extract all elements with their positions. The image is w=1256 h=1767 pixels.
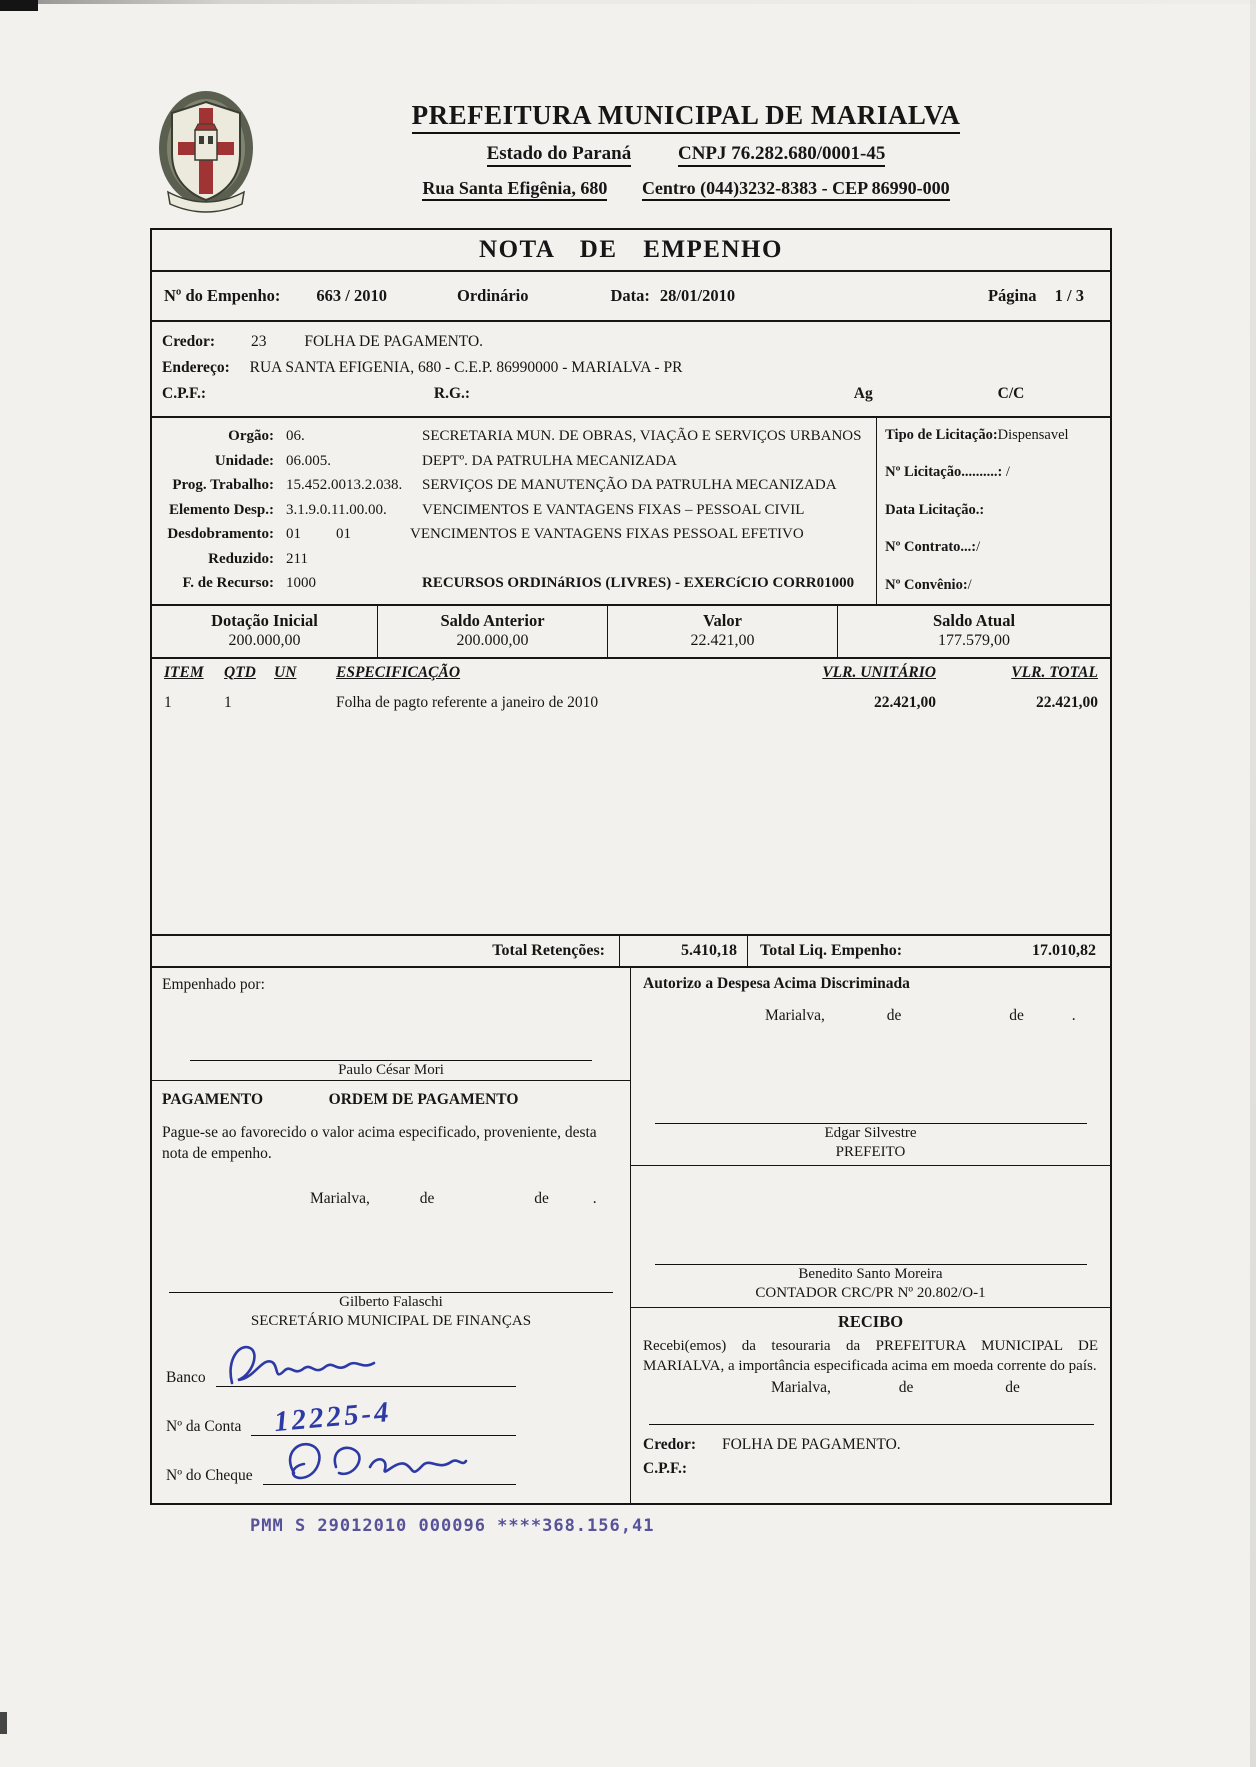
licitacao-panel [876,418,1146,604]
elemento-label: Elemento Desp.: [169,501,274,518]
saldo-anterior-col [377,606,607,657]
address-label: Endereço: [162,359,230,376]
orgao-code: 06. [286,428,305,444]
item-number: 1 [164,693,172,711]
pagamento-title: PAGAMENTO [162,1090,264,1108]
prefeito-role: PREFEITO [835,1143,906,1160]
city-hall-title: PREFEITURA MUNICIPAL DE MARIALVA [412,100,961,134]
creditor-line [162,329,1100,355]
reduzido-code: 211 [286,550,308,567]
empenhado-por-label: Empenhado por: [162,975,265,993]
licitacao-data-label: Data Licitação.: [885,501,985,518]
liquido-label: Total Liq. Empenho: [760,941,903,959]
dot-matrix-validation-print: PMM S 29012010 000096 ****368.156,41 [250,1515,655,1536]
elemento-row [154,498,876,523]
ordem-pagamento-title: ORDEM DE PAGAMENTO [328,1090,519,1108]
fonte-recurso-row [154,571,876,596]
empenho-number-value: 663 / 2010 [316,286,387,305]
recibo-credor-line [643,1433,1098,1457]
banco-field [166,1361,516,1387]
orgao-desc: SECRETARIA MUN. DE OBRAS, VIAÇÃO E SERVIÇOS URBANOS [422,428,862,444]
nota-de-empenho-document [150,88,1112,1536]
page-value: 1 / 3 [1054,286,1084,305]
coat-of-arms-icon [156,88,256,214]
col-un-header: UN [274,663,297,681]
licitacao-num-line [885,464,1138,481]
de-fill: de [1009,1006,1024,1024]
scan-bottom-artifact [0,1712,7,1734]
prog-desc: SERVIÇOS DE MANUTENÇÃO DA PATRULHA MECANIZADA [422,477,837,493]
desdobramento-code2: 01 [336,526,351,542]
contador-name: Benedito Santo Moreira [798,1265,943,1282]
page-indicator [988,286,1084,306]
account-label: C/C [997,385,1025,402]
item-total: 22.421,00 [1036,693,1098,711]
creditor-label: Credor: [162,333,216,350]
de-fill: de [1005,1378,1020,1396]
empenho-date-value: 28/01/2010 [659,286,736,305]
orgao-label: Orgão: [228,428,274,444]
banco-label: Banco [166,1368,206,1386]
de-fill: de [898,1378,914,1396]
contrato-value: / [976,539,981,556]
agency-label: Ag [853,385,873,402]
empenho-number-label: Nº do Empenho: [164,286,281,305]
col-espec-header: ESPECIFICAÇÃO [336,663,461,681]
convenio-line [885,577,1138,594]
document-title: NOTA DE EMPENHO [152,230,1110,272]
contrato-line [885,539,1138,556]
col-qtd-header: QTD [224,663,256,681]
recurso-desc: RECURSOS ORDINáRIOS (LIVRES) - EXERCíCIO CORR [422,575,817,591]
valor-value: 22.421,00 [690,631,755,649]
contador-role: CONTADOR CRC/PR Nº 20.802/O-1 [755,1284,986,1301]
liquido-cell [748,942,1110,960]
recurso-label: F. de Recurso: [182,575,274,591]
pagamento-block [152,1081,630,1503]
secretario-signature [162,1292,620,1331]
dotacao-inicial-label: Dotação Inicial [211,610,318,630]
recibo-cpf-line [643,1457,1098,1481]
prog-trabalho-row [154,473,876,498]
item-unit [274,694,332,712]
orgao-row [154,424,876,449]
page-label: Página [987,286,1037,305]
reduzido-row [154,547,876,572]
autorizo-block [631,968,1110,1166]
empenhado-signer-name: Paulo César Mori [338,1061,444,1078]
empenhado-por-block [152,968,630,1081]
dot-fill: . [1071,1006,1076,1024]
document-header [150,88,1112,228]
city-fill: Marialva, [771,1378,831,1396]
balances-band [152,606,1110,659]
convenio-label: Nº Convênio: [885,576,968,593]
licitacao-num-value: / [1002,464,1010,481]
convenio-value: / [967,576,972,593]
elemento-code: 3.1.9.0.11.00.00. [286,501,387,518]
conta-handwritten-value: 12225-4 [272,1395,393,1438]
saldo-anterior-value: 200.000,00 [456,631,529,649]
recibo-title: RECIBO [837,1311,904,1331]
creditor-address: RUA SANTA EFIGENIA, 680 - C.E.P. 86990000 - MARIALVA - PR [249,359,683,376]
retencoes-value: 5.410,18 [620,936,748,966]
street-address: Rua Santa Efigênia, 680 [422,178,607,201]
district-phone-cep: Centro (044)3232-8383 - CEP 86990-000 [642,178,950,201]
empenho-type: Ordinário [456,286,529,305]
budget-classification-block [152,418,1110,606]
prefeito-signature [643,1123,1098,1165]
creditor-ids-line [162,381,1100,407]
creditor-name: FOLHA DE PAGAMENTO. [304,333,484,350]
city-fill: Marialva, [765,1006,825,1024]
retencoes-label: Total Retenções: [152,936,620,966]
pagamento-date-fill [162,1190,620,1208]
contador-block [631,1166,1110,1308]
dot-fill: . [592,1189,597,1207]
pagamento-header [162,1091,620,1109]
de-fill: de [419,1189,435,1207]
recibo-credor-lines [643,1433,1098,1481]
contrato-label: Nº Contrato...: [885,539,977,556]
city-fill: Marialva, [310,1189,370,1207]
autorizo-title: Autorizo a Despesa Acima Discriminada [643,974,910,992]
scan-corner-artifact [0,0,38,11]
left-signature-column [152,968,631,1503]
cheque-field [166,1459,516,1485]
licitacao-tipo-label: Tipo de Licitação: [885,427,998,443]
secretario-role: SECRETÁRIO MUNICIPAL DE FINANÇAS [250,1312,532,1329]
item-description: Folha de pagto referente a janeiro de 2010 [336,693,599,711]
prog-code: 15.452.0013.2.038. [286,477,403,493]
col-vlr-total-header: VLR. TOTAL [1011,663,1098,681]
col-item-header: ITEM [164,663,204,681]
items-header-row [164,664,1098,682]
recurso-extra-code: 01000 [816,575,855,591]
scan-right-edge [1250,0,1256,1767]
reduzido-label: Reduzido: [208,550,274,567]
saldo-anterior-label: Saldo Anterior [440,610,545,630]
saldo-atual-label: Saldo Atual [932,610,1016,630]
unidade-desc: DEPTº. DA PATRULHA MECANIZADA [422,452,677,469]
conta-field [166,1395,516,1438]
recibo-credor-value: FOLHA DE PAGAMENTO. [721,1435,901,1453]
de-fill: de [534,1189,549,1207]
desdobramento-label: Desdobramento: [167,526,274,542]
valor-col [607,606,837,657]
state-cnpj-line [260,143,1112,165]
recibo-signature-line [649,1424,1094,1425]
desdobramento-row [154,522,876,547]
item-unit-price: 22.421,00 [874,693,936,711]
liquido-value: 17.010,82 [1032,941,1096,959]
recurso-code: 1000 [286,575,316,591]
autorizo-date-fill [643,1007,1098,1025]
classification-rows [152,418,876,604]
creditor-code: 23 [250,333,267,350]
recibo-cpf-label: C.P.F.: [643,1459,688,1477]
right-signature-column [631,968,1110,1503]
desdobramento-desc: VENCIMENTOS E VANTAGENS FIXAS PESSOAL EFETIVO [410,526,804,542]
unidade-label: Unidade: [214,452,274,469]
dotacao-inicial-col [152,606,377,657]
de-fill: de [886,1006,902,1024]
dotacao-inicial-value: 200.000,00 [228,631,301,649]
licitacao-num-label: Nº Licitação..........: [885,464,1003,481]
signatures-section [152,968,1110,1503]
address-line [260,178,1112,199]
prog-label: Prog. Trabalho: [172,477,274,493]
empenho-date-label: Data: [610,286,650,305]
totals-row [152,934,1110,968]
cpf-label: C.P.F.: [162,385,207,402]
header-text [260,88,1112,199]
valor-label: Valor [703,610,742,630]
recibo-date-fill [643,1379,1098,1397]
banco-handwriting-scribble [224,1339,384,1391]
state-label: Estado do Paraná [487,143,632,167]
unidade-code: 06.005. [286,452,331,469]
empenho-info-row [152,272,1110,322]
licitacao-tipo-line [885,427,1138,444]
item-qty: 1 [224,693,232,711]
recibo-block [631,1308,1110,1503]
recibo-text: Recebi(emos) da tesouraria da PREFEITURA MUNICIPAL DE MARIALVA, a importância especificada acima em moeda corrente do país. [643,1337,1098,1374]
col-vlr-unitario-header: VLR. UNITÁRIO [822,663,936,681]
licitacao-data-line [885,502,1138,519]
item-row [164,694,1098,712]
cheque-handwriting-scribble [278,1435,468,1489]
licitacao-tipo-value: Dispensavel [997,427,1069,443]
ordem-pagamento-text: Pague-se ao favorecido o valor acima especificado, proveniente, desta nota de empenho. [162,1123,597,1162]
rg-label: R.G.: [433,385,471,402]
creditor-address-line [162,355,1100,381]
saldo-atual-value: 177.579,00 [938,631,1010,649]
empenho-form [150,228,1112,1505]
conta-label: Nº da Conta [166,1417,242,1435]
creditor-block [152,322,1110,418]
municipal-coat-of-arms-logo [156,88,260,219]
cheque-label: Nº do Cheque [166,1466,253,1484]
cnpj-label: CNPJ 76.282.680/0001-45 [678,143,885,167]
elemento-desc: VENCIMENTOS E VANTAGENS FIXAS – PESSOAL CIVIL [422,501,805,518]
prefeito-name: Edgar Silvestre [824,1124,917,1141]
unidade-row [154,449,876,474]
desdobramento-code1: 01 [286,526,301,542]
secretario-name: Gilberto Falaschi [339,1293,443,1310]
scan-edge-artifact [0,0,1256,4]
saldo-atual-col [837,606,1110,657]
items-section [152,659,1110,934]
bank-fields [162,1361,620,1485]
recibo-credor-label: Credor: [643,1435,697,1453]
